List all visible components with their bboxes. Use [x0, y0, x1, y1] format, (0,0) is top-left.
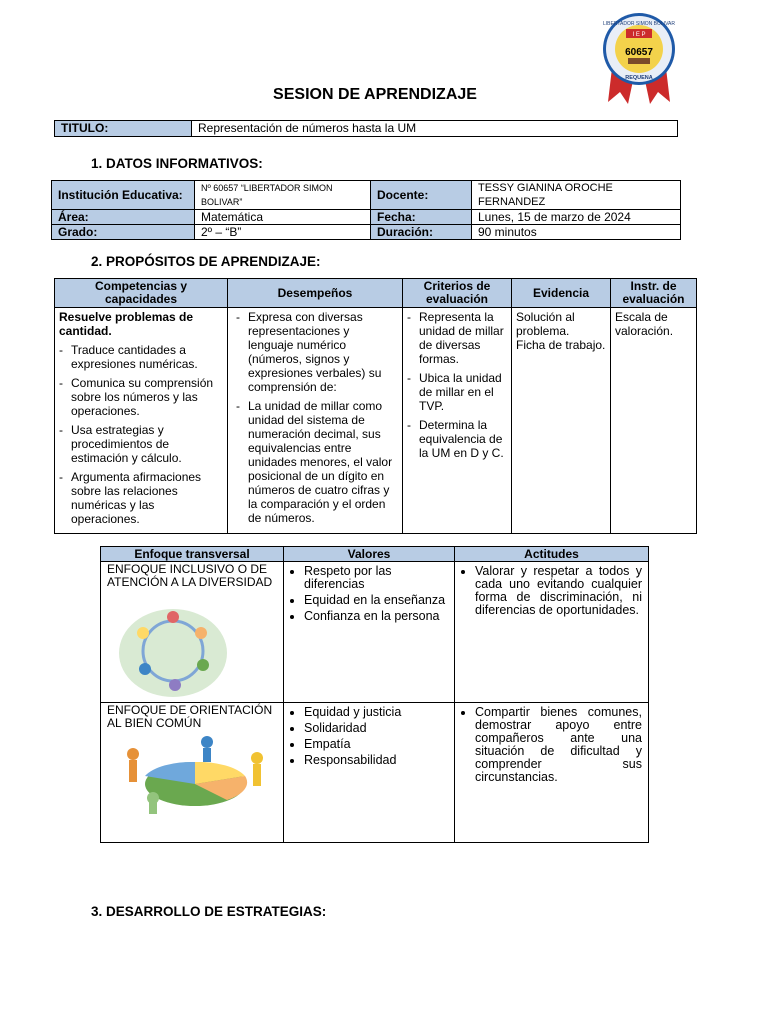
- actitudes-cell: [455, 703, 649, 843]
- evidencia-item: Solución al problema.: [516, 310, 575, 338]
- section-3-heading: 3. DESARROLLO DE ESTRATEGIAS:: [91, 904, 327, 919]
- capacidad-item: - Comunica su comprensión sobre los números y las operaciones.: [59, 376, 223, 418]
- docente-value: TESSY GIANINA OROCHE FERNANDEZ: [472, 181, 681, 210]
- valor-item: • Respeto por las diferencias: [304, 565, 448, 591]
- svg-text:LIBERTADOR SIMON BOLIVAR: LIBERTADOR SIMON BOLIVAR: [603, 21, 675, 27]
- desempenos-cell: [228, 308, 403, 534]
- valor-item: • Equidad en la enseñanza: [304, 594, 448, 607]
- header-enfoque: Enfoque transversal: [101, 547, 284, 562]
- svg-text:I E P: I E P: [632, 32, 646, 38]
- header-criterios: Criterios de evaluación: [403, 279, 512, 308]
- criterio-item: - Determina la equivalencia de la UM en D y C.: [407, 418, 507, 460]
- section-2-heading: 2. PROPÓSITOS DE APRENDIZAJE:: [91, 254, 321, 269]
- children-circle-illustration: [107, 593, 227, 701]
- evidencia-item: Ficha de trabajo.: [516, 338, 606, 352]
- grado-label: Grado:: [52, 225, 195, 240]
- header-competencias: Competencias y capacidades: [55, 279, 228, 308]
- puzzle-people-illustration: [107, 734, 277, 814]
- competencia-title: Resuelve problemas de cantidad.: [59, 310, 194, 338]
- criterios-cell: [403, 308, 512, 534]
- enfoque-cell: [101, 562, 284, 703]
- titulo-row: [54, 120, 678, 137]
- institucion-value: Nº 60657 “LIBERTADOR SIMON BOLIVAR”: [195, 181, 371, 210]
- titulo-value: Representación de números hasta la UM: [198, 121, 417, 135]
- header-actitudes: Actitudes: [455, 547, 649, 562]
- institucion-label: Institución Educativa:: [52, 181, 195, 210]
- capacidad-item: - Argumenta afirmaciones sobre las relaciones numéricas y las operaciones.: [59, 470, 223, 526]
- datos-table: [51, 180, 681, 240]
- capacidad-item: - Traduce cantidades a expresiones numéricas.: [59, 343, 223, 371]
- desempeno-item: - Expresa con diversas representaciones y lenguaje numérico (números, signos y expresiones verbales) su comprensión de:: [236, 310, 398, 394]
- docente-label: Docente:: [371, 181, 472, 210]
- header-valores: Valores: [284, 547, 455, 562]
- fecha-label: Fecha:: [371, 210, 472, 225]
- valor-item: • Responsabilidad: [304, 754, 448, 767]
- instrumento-cell: [611, 308, 697, 534]
- valores-cell: [284, 703, 455, 843]
- actitud-item: • Valorar y respetar a todos y cada uno evitando cualquier forma de discriminación, ni diferencias de oportunidades.: [475, 565, 642, 617]
- titulo-label: TITULO:: [55, 121, 192, 136]
- logo-number: 60657: [625, 47, 653, 58]
- propositos-table: [54, 278, 697, 534]
- header-desempenos: Desempeños: [228, 279, 403, 308]
- valor-item: • Empatía: [304, 738, 448, 751]
- valor-item: • Confianza en la persona: [304, 610, 448, 623]
- valores-cell: [284, 562, 455, 703]
- section-1-heading: 1. DATOS INFORMATIVOS:: [91, 156, 263, 171]
- page-title: SESION DE APRENDIZAJE: [273, 86, 477, 103]
- enfoques-table: [100, 546, 649, 843]
- area-value: Matemática: [195, 210, 371, 225]
- valor-item: • Equidad y justicia: [304, 706, 448, 719]
- svg-text:REQUENA: REQUENA: [625, 75, 653, 81]
- area-label: Área:: [52, 210, 195, 225]
- header-instrumento: Instr. de evaluación: [611, 279, 697, 308]
- enfoque-cell: [101, 703, 284, 843]
- criterio-item: - Representa la unidad de millar de diversas formas.: [407, 310, 507, 366]
- header-evidencia: Evidencia: [512, 279, 611, 308]
- duracion-label: Duración:: [371, 225, 472, 240]
- fecha-value: Lunes, 15 de marzo de 2024: [472, 210, 681, 225]
- competencias-cell: [55, 308, 228, 534]
- actitudes-cell: [455, 562, 649, 703]
- grado-value: 2º – “B”: [195, 225, 371, 240]
- criterio-item: - Ubica la unidad de millar en el TVP.: [407, 371, 507, 413]
- valor-item: • Solidaridad: [304, 722, 448, 735]
- evidencia-cell: [512, 308, 611, 534]
- capacidad-item: - Usa estrategias y procedimientos de estimación y cálculo.: [59, 423, 223, 465]
- actitud-item: • Compartir bienes comunes, demostrar apoyo entre compañeros ante una situación de dificultad y comprender sus circunstancias.: [475, 706, 642, 784]
- instrumento-value: Escala de valoración.: [615, 310, 674, 338]
- enfoque-title: ENFOQUE INCLUSIVO O DE ATENCIÓN A LA DIVERSIDAD: [107, 562, 273, 589]
- enfoque-title: ENFOQUE DE ORIENTACIÓN AL BIEN COMÚN: [107, 703, 273, 730]
- desempeno-item: - La unidad de millar como unidad del sistema de numeración decimal, sus equivalencias entre unidades menores, el valor posicional de un dígito en números de cuatro cifras y la comparación y el orden de números.: [236, 399, 398, 525]
- duracion-value: 90 minutos: [472, 225, 681, 240]
